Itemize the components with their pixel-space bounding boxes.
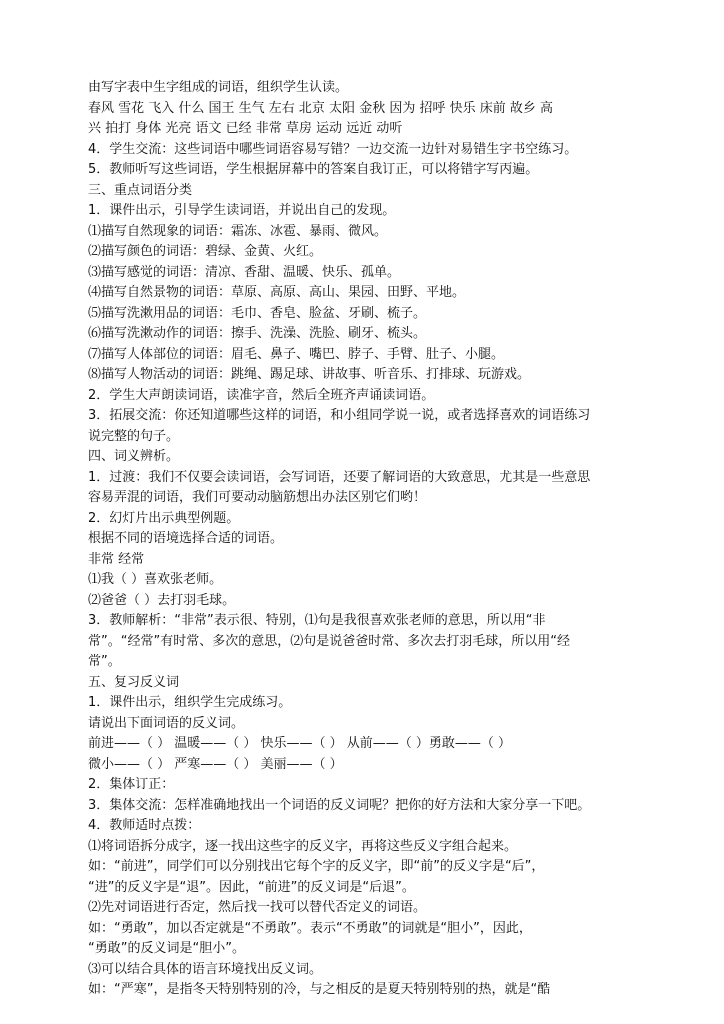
text-line: 3．拓展交流：你还知道哪些这样的词语，和小组同学说一说，或者选择喜欢的词语练习 (88, 408, 591, 423)
text-line: 如：“勇敢”，加以否定就是“不勇敢”。表示“不勇敢”的词就是“胆小”，因此， (88, 920, 532, 936)
text-line: ⑷描写自然景物的词语：草原、高原、高山、果园、田野、平地。 (88, 285, 466, 300)
text-line: 说完整的句子。 (88, 428, 180, 444)
text-line: 3．教师解析：“非常”表示很、特别，⑴句是我很喜欢张老师的意思，所以用“非 (88, 613, 546, 628)
text-line: 如：“前进”，同学们可以分别找出它每个字的反义字，即“前”的反义字是“后”， (88, 859, 545, 874)
text-line: ⑵描写颜色的词语：碧绿、金黄、火红。 (88, 244, 323, 259)
text-line: ⑻描写人物活动的词语：跳绳、踢足球、讲故事、听音乐、打排球、玩游戏。 (88, 367, 531, 382)
text-line: 1．课件出示，引导学生读词语，并说出自己的发现。 (88, 203, 396, 218)
text-line: ⑸描写洗漱用品的词语：毛巾、香皂、脸盆、牙刷、梳子。 (88, 305, 427, 321)
text-line: 1．课件出示，组织学生完成练习。 (88, 695, 292, 710)
text-line: ⑵爸爸（ ）去打羽毛球。 (88, 592, 236, 608)
text-line: 前进——（ ） 温暖——（ ） 快乐——（ ） 从前——（ ）勇敢——（ ） (88, 736, 512, 751)
text-line: 由写字表中生字组成的词语，组织学生认读。 (88, 80, 349, 95)
text-line: 微小——（ ） 严寒——（ ） 美丽——（ ） (88, 756, 343, 772)
text-line: ⑴描写自然现象的词语：霜冻、冰雹、暴雨、微风。 (88, 223, 388, 239)
text-line: ⑶描写感觉的词语：清凉、香甜、温暖、快乐、孤单。 (88, 264, 401, 280)
text-line: 非常 经常 (88, 551, 145, 567)
text-line: ⑺描写人体部位的词语：眉毛、鼻子、嘴巴、脖子、手臂、肚子、小腿。 (88, 346, 505, 362)
text-line: ⑴我（ ）喜欢张老师。 (88, 572, 223, 587)
text-line: 兴 拍打 身体 光亮 语文 已经 非常 草房 运动 远近 动听 (88, 121, 403, 136)
text-line: “进”的反义字是“退”。因此，“前进”的反义词是“后退”。 (88, 879, 415, 895)
text-line: 三、重点词语分类 (88, 182, 193, 198)
text-line: ⑵先对词语进行否定，然后找一找可以替代否定义的词语。 (88, 900, 427, 915)
text-line: 4．教师适时点拨： (88, 818, 201, 833)
text-line: 请说出下面词语的反义词。 (88, 715, 245, 731)
text-line: 4．学生交流：这些词语中哪些词语容易写错？一边交流一边针对易错生字书空练习。 (88, 141, 578, 157)
text-line: 3．集体交流：怎样准确地找出一个词语的反义词呢？把你的好方法和大家分享一下吧。 (88, 797, 591, 813)
text-line: 1．过渡：我们不仅要会读词语，会写词语，还要了解词语的大致意思，尤其是一些意思 (88, 469, 591, 485)
text-line: 常”。 (88, 654, 121, 669)
text-line: 春风 雪花 飞入 什么 国王 生气 左右 北京 太阳 金秋 因为 招呼 快乐 床前 故乡 高 (88, 100, 553, 116)
text-line: “勇敢”的反义词是“胆小”。 (88, 941, 245, 956)
text-line: 根据不同的语境选择合适的词语。 (88, 531, 284, 546)
text-line: ⑹描写洗漱动作的词语：擦手、洗澡、洗脸、刷牙、梳头。 (88, 326, 427, 341)
text-line: ⑶可以结合具体的语言环境找出反义词。 (88, 961, 323, 977)
text-line: 四、词义辨析。 (88, 449, 180, 464)
text-line: 五、复习反义词 (88, 674, 180, 690)
text-line: 2．学生大声朗读词语，读准字音，然后全班齐声诵读词语。 (88, 387, 435, 403)
text-line: 容易弄混的词语，我们可要动动脑筋想出办法区别它们哟！ (88, 490, 427, 505)
text-line: 常”。“经常”有时常、多次的意思，⑵句是说爸爸时常、多次去打羽毛球，所以用“经 (88, 633, 570, 649)
document-body (88, 78, 650, 1001)
text-line: 2．集体订正： (88, 777, 175, 792)
text-line: 5．教师听写这些词语，学生根据屏幕中的答案自我订正，可以将错字写丙遍。 (88, 162, 539, 177)
text-line: 如：“严寒”，是指冬天特别特别的冷，与之相反的是夏天特别特别的热，就是“酷 (88, 982, 551, 997)
text-line: 2．幻灯片出示典型例题。 (88, 510, 240, 526)
text-line: ⑴将词语拆分成字，逐一找出这些字的反义字，再将这些反义字组合起来。 (88, 838, 518, 854)
